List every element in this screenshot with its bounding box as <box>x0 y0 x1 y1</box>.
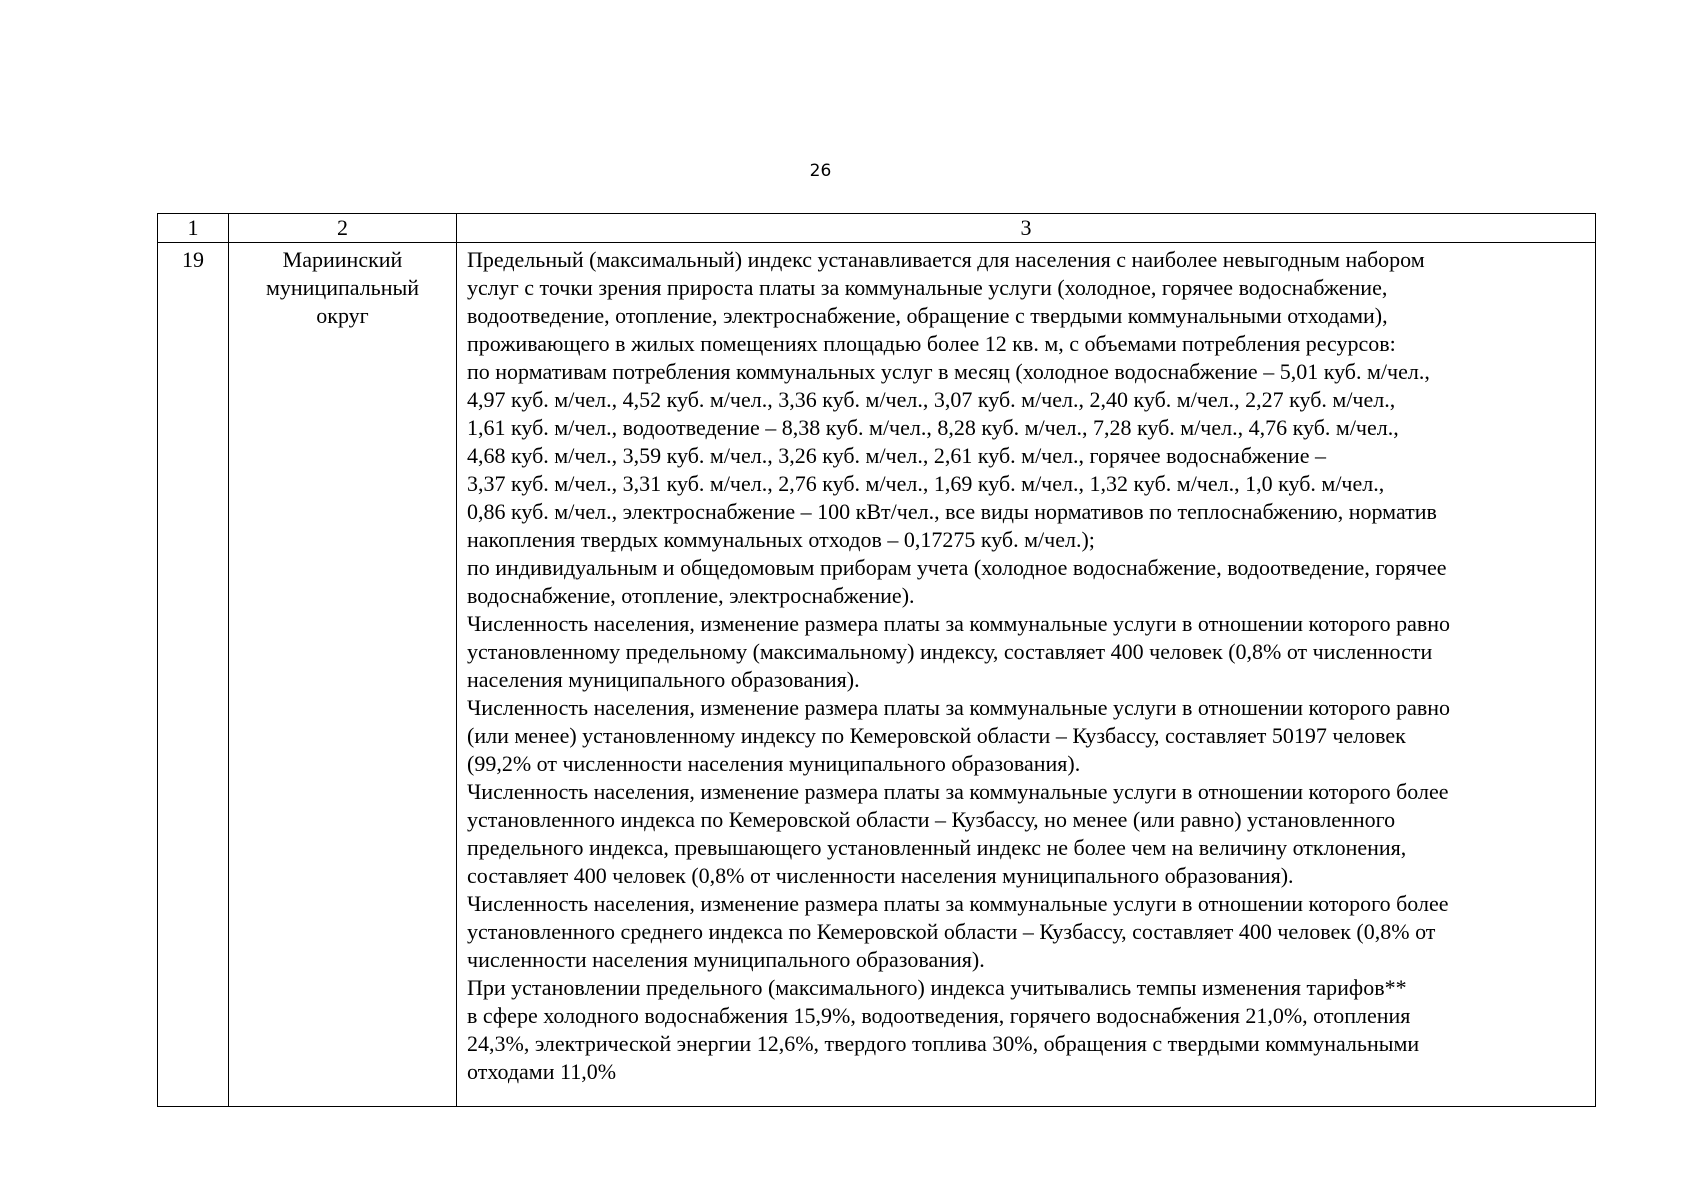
description-line: 1,61 куб. м/чел., водоотведение – 8,38 куб. м/чел., 8,28 куб. м/чел., 7,28 куб. м/чел., 4,76 куб. м/чел., <box>467 415 1399 440</box>
municipality-name-line: округ <box>316 303 369 328</box>
description-cell <box>457 243 1596 1107</box>
description-line: в сфере холодного водоснабжения 15,9%, водоотведения, горячего водоснабжения 21,0%, отопления <box>467 1003 1411 1028</box>
description-line: (или менее) установленному индексу по Кемеровской области – Кузбассу, составляет 50197 человек <box>467 723 1406 748</box>
description-line: 3,37 куб. м/чел., 3,31 куб. м/чел., 2,76 куб. м/чел., 1,69 куб. м/чел., 1,32 куб. м/чел., 1,0 куб. м/чел., <box>467 471 1385 496</box>
table-header-row <box>158 214 1596 243</box>
tariff-index-table <box>157 213 1596 1107</box>
header-cell-1: 1 <box>158 214 229 243</box>
description-line: 24,3%, электрической энергии 12,6%, твердого топлива 30%, обращения с твердыми коммунальными <box>467 1031 1420 1056</box>
row-number: 19 <box>158 243 229 1107</box>
description-line: Предельный (максимальный) индекс устанавливается для населения с наиболее невыгодным набором <box>467 247 1425 272</box>
description-line: 4,97 куб. м/чел., 4,52 куб. м/чел., 3,36 куб. м/чел., 3,07 куб. м/чел., 2,40 куб. м/чел., 2,27 куб. м/чел., <box>467 387 1396 412</box>
header-cell-3: 3 <box>457 214 1596 243</box>
description-line: установленного индекса по Кемеровской области – Кузбассу, но менее (или равно) установленного <box>467 807 1396 832</box>
description-line: 4,68 куб. м/чел., 3,59 куб. м/чел., 3,26 куб. м/чел., 2,61 куб. м/чел., горячее водоснабжение – <box>467 443 1326 468</box>
municipality-name-line: муниципальный <box>265 275 420 300</box>
description-line: предельного индекса, превышающего установленный индекс не более чем на величину отклонения, <box>467 835 1407 860</box>
description-line: водоотведение, отопление, электроснабжение, обращение с твердыми коммунальными отходами), <box>467 303 1388 328</box>
description-line: установленного среднего индекса по Кемеровской области – Кузбассу, составляет 400 человек (0,8% от <box>467 919 1436 944</box>
description-line: по индивидуальным и общедомовым приборам учета (холодное водоснабжение, водоотведение, горячее <box>467 555 1447 580</box>
description-line: по нормативам потребления коммунальных услуг в месяц (холодное водоснабжение – 5,01 куб. м/чел., <box>467 359 1430 384</box>
municipality-name-line: Мариинский <box>282 247 403 272</box>
description-line: водоснабжение, отопление, электроснабжение). <box>467 583 915 608</box>
header-cell-2: 2 <box>229 214 457 243</box>
municipality-name <box>229 243 457 1107</box>
description-line: (99,2% от численности населения муниципального образования). <box>467 751 1081 776</box>
description-text <box>467 246 1585 1086</box>
description-line: Численность населения, изменение размера платы за коммунальные услуги в отношении которого более <box>467 891 1449 916</box>
description-line: проживающего в жилых помещениях площадью более 12 кв. м, с объемами потребления ресурсов: <box>467 331 1396 356</box>
description-line: установленному предельному (максимальному) индексу, составляет 400 человек (0,8% от численности <box>467 639 1433 664</box>
description-line: Численность населения, изменение размера платы за коммунальные услуги в отношении которого равно <box>467 695 1451 720</box>
description-line: накопления твердых коммунальных отходов – 0,17275 куб. м/чел.); <box>467 527 1095 552</box>
page-number: 26 <box>809 161 832 181</box>
description-line: При установлении предельного (максимального) индекса учитывались темпы изменения тарифов** <box>467 975 1407 1000</box>
table-row <box>158 243 1596 1107</box>
description-line: отходами 11,0% <box>467 1059 617 1084</box>
description-line: численности населения муниципального образования). <box>467 947 985 972</box>
description-line: 0,86 куб. м/чел., электроснабжение – 100 кВт/чел., все виды нормативов по теплоснабжению, норматив <box>467 499 1437 524</box>
description-line: составляет 400 человек (0,8% от численности населения муниципального образования). <box>467 863 1294 888</box>
description-line: услуг с точки зрения прироста платы за коммунальные услуги (холодное, горячее водоснабжение, <box>467 275 1388 300</box>
description-line: населения муниципального образования). <box>467 667 860 692</box>
description-line: Численность населения, изменение размера платы за коммунальные услуги в отношении которого равно <box>467 611 1451 636</box>
description-line: Численность населения, изменение размера платы за коммунальные услуги в отношении которого более <box>467 779 1449 804</box>
